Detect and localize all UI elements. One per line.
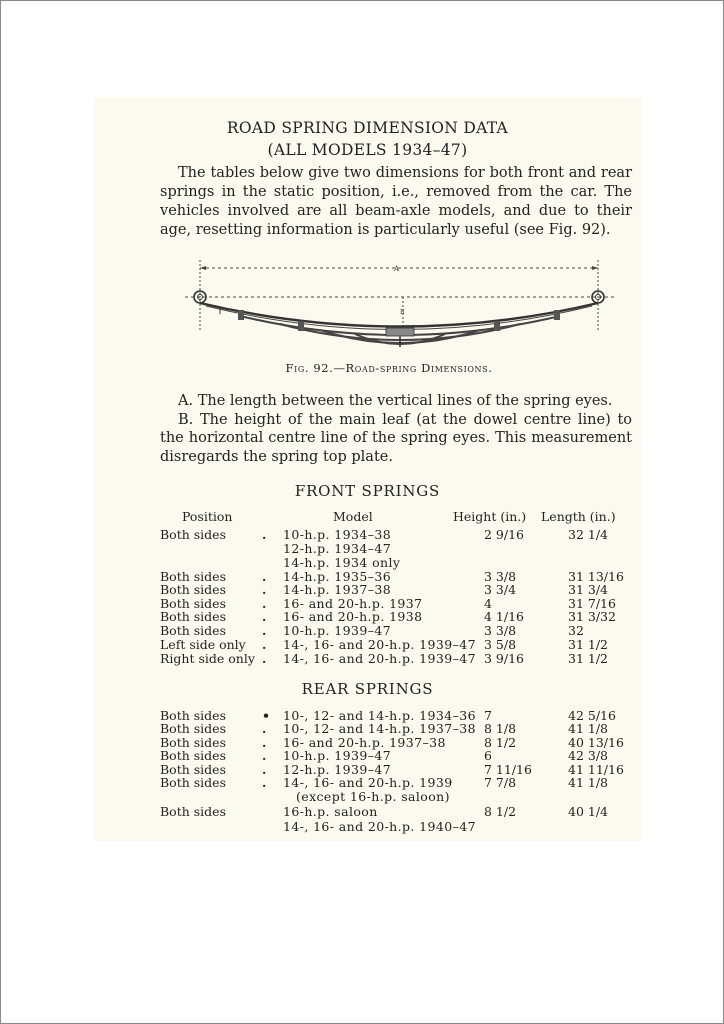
table-row	[0, 652, 724, 666]
model-cell: 14-h.p. 1935–36	[283, 569, 392, 584]
height-cell: 8 1/2	[484, 735, 517, 750]
length-cell: 41 1/8	[568, 721, 608, 736]
length-cell: 31 3/4	[568, 582, 608, 597]
length-cell: 41 1/8	[568, 775, 608, 790]
model-cell: 12-h.p. 1939–47	[283, 762, 392, 777]
position-cell: Both sides	[160, 762, 226, 777]
height-cell: 3 3/4	[484, 582, 517, 597]
length-cell: 31 1/2	[568, 651, 608, 666]
table-row	[0, 583, 724, 597]
front-springs-title: FRONT SPRINGS	[294, 482, 441, 500]
height-cell: 8 1/2	[484, 804, 517, 819]
height-cell: 6	[484, 748, 492, 763]
height-cell: 2 9/16	[484, 527, 524, 542]
table-row	[0, 610, 724, 624]
table-row	[0, 790, 724, 804]
leader-dot: .	[262, 596, 267, 611]
figure-caption	[94, 361, 684, 375]
table-row	[0, 749, 724, 763]
model-cell: 16- and 20-h.p. 1937	[283, 596, 423, 611]
height-cell: 3 3/8	[484, 569, 517, 584]
length-cell: 31 7/16	[568, 596, 616, 611]
model-cell: 12-h.p. 1934–47	[283, 541, 392, 556]
position-cell: Both sides	[160, 623, 226, 638]
intro-text: The tables below give two dimensions for both front and rear springs in the static position, i.e., removed from the car. The vehicles involved are all beam-axle models, and due to their age, resetting information is particularly useful (see Fig. 92).	[160, 165, 632, 238]
height-cell: 7 11/16	[484, 762, 532, 777]
leaf-spring-illustration	[180, 250, 620, 355]
table-row	[0, 638, 724, 652]
column-header-position: Position	[182, 509, 233, 524]
leader-dot: .	[262, 775, 267, 790]
table-row	[0, 820, 724, 834]
leader-dot: .	[262, 637, 267, 652]
caption-prefix: Fig. 92.—	[285, 361, 346, 375]
height-cell: 3 5/8	[484, 637, 517, 652]
position-cell: Both sides	[160, 775, 226, 790]
leader-dot: .	[262, 527, 267, 542]
model-cell: 10-h.p. 1939–47	[283, 623, 392, 638]
table-row	[0, 776, 724, 790]
table-row	[0, 528, 724, 542]
length-cell: 42 5/16	[568, 708, 616, 723]
height-cell: 8 1/8	[484, 721, 517, 736]
height-cell: 3 9/16	[484, 651, 524, 666]
column-header-model: Model	[333, 509, 373, 524]
position-cell: Both sides	[160, 804, 226, 819]
model-cell: 14-, 16- and 20-h.p. 1939–47	[283, 637, 476, 652]
leader-dot: .	[262, 582, 267, 597]
leader-dot: .	[262, 609, 267, 624]
height-cell: 7	[484, 708, 492, 723]
height-cell: 3 3/8	[484, 623, 517, 638]
length-cell: 40 13/16	[568, 735, 624, 750]
model-cell: 14-, 16- and 20-h.p. 1940–47	[283, 819, 476, 834]
model-cell: 10-, 12- and 14-h.p. 1937–38	[283, 721, 476, 736]
rear-springs-title: REAR SPRINGS	[301, 680, 434, 698]
table-row	[0, 556, 724, 570]
definition-a: A. The length between the vertical lines of the spring eyes.	[178, 393, 613, 409]
length-cell: 42 3/8	[568, 748, 608, 763]
model-cell: 16- and 20-h.p. 1937–38	[283, 735, 446, 750]
leader-dot: .	[262, 762, 267, 777]
leader-dot: .	[262, 651, 267, 666]
table-row	[0, 624, 724, 638]
model-cell: 14-h.p. 1934 only	[283, 555, 401, 570]
position-cell: Both sides	[160, 596, 226, 611]
dimension-a-label: A	[394, 265, 400, 273]
length-cell: 32 1/4	[568, 527, 608, 542]
position-cell: Left side only	[160, 637, 246, 652]
leader-dot: .	[262, 721, 267, 736]
position-cell: Both sides	[160, 582, 226, 597]
leader-dot: •	[262, 708, 270, 723]
position-cell: Both sides	[160, 609, 226, 624]
column-header-length: Length (in.)	[541, 509, 616, 524]
length-cell: 31 3/32	[568, 609, 616, 624]
leader-dot: .	[262, 748, 267, 763]
length-cell: 31 13/16	[568, 569, 624, 584]
position-cell: Both sides	[160, 735, 226, 750]
model-cell: 16- and 20-h.p. 1938	[283, 609, 423, 624]
column-header-height: Height (in.)	[453, 509, 527, 524]
page-title: ROAD SPRING DIMENSION DATA	[226, 119, 509, 137]
page-subtitle: (ALL MODELS 1934–47)	[267, 141, 468, 159]
height-cell: 7 7/8	[484, 775, 517, 790]
intro-paragraph	[160, 164, 632, 240]
length-cell: 40 1/4	[568, 804, 608, 819]
model-cell: (except 16-h.p. saloon)	[296, 789, 450, 804]
caption-title: Road-spring Dimensions.	[345, 361, 493, 375]
definition-b: B. The height of the main leaf (at the dowel centre line) to the horizontal centre line of the spring eyes. This measurement disregards the spring top plate.	[160, 411, 632, 465]
dimension-b-label: B	[400, 309, 405, 316]
position-cell: Both sides	[160, 527, 226, 542]
height-cell: 4 1/16	[484, 609, 524, 624]
position-cell: Both sides	[160, 721, 226, 736]
position-cell: Both sides	[160, 708, 226, 723]
leader-dot: .	[262, 735, 267, 750]
leader-dot: .	[262, 623, 267, 638]
model-cell: 14-, 16- and 20-h.p. 1939–47	[283, 651, 476, 666]
length-cell: 32	[568, 623, 584, 638]
leader-dot: .	[262, 569, 267, 584]
position-cell: Right side only	[160, 651, 255, 666]
length-cell: 31 1/2	[568, 637, 608, 652]
position-cell: Both sides	[160, 748, 226, 763]
model-cell: 10-, 12- and 14-h.p. 1934–36	[283, 708, 476, 723]
table-row	[0, 542, 724, 556]
height-cell: 4	[484, 596, 492, 611]
definitions	[160, 392, 632, 466]
model-cell: 10-h.p. 1934–38	[283, 527, 392, 542]
table-row	[0, 805, 724, 819]
model-cell: 10-h.p. 1939–47	[283, 748, 392, 763]
model-cell: 16-h.p. saloon	[283, 804, 378, 819]
table-row	[0, 722, 724, 736]
position-cell: Both sides	[160, 569, 226, 584]
spring-diagram	[180, 250, 620, 359]
length-cell: 41 11/16	[568, 762, 624, 777]
model-cell: 14-h.p. 1937–38	[283, 582, 392, 597]
model-cell: 14-, 16- and 20-h.p. 1939	[283, 775, 453, 790]
